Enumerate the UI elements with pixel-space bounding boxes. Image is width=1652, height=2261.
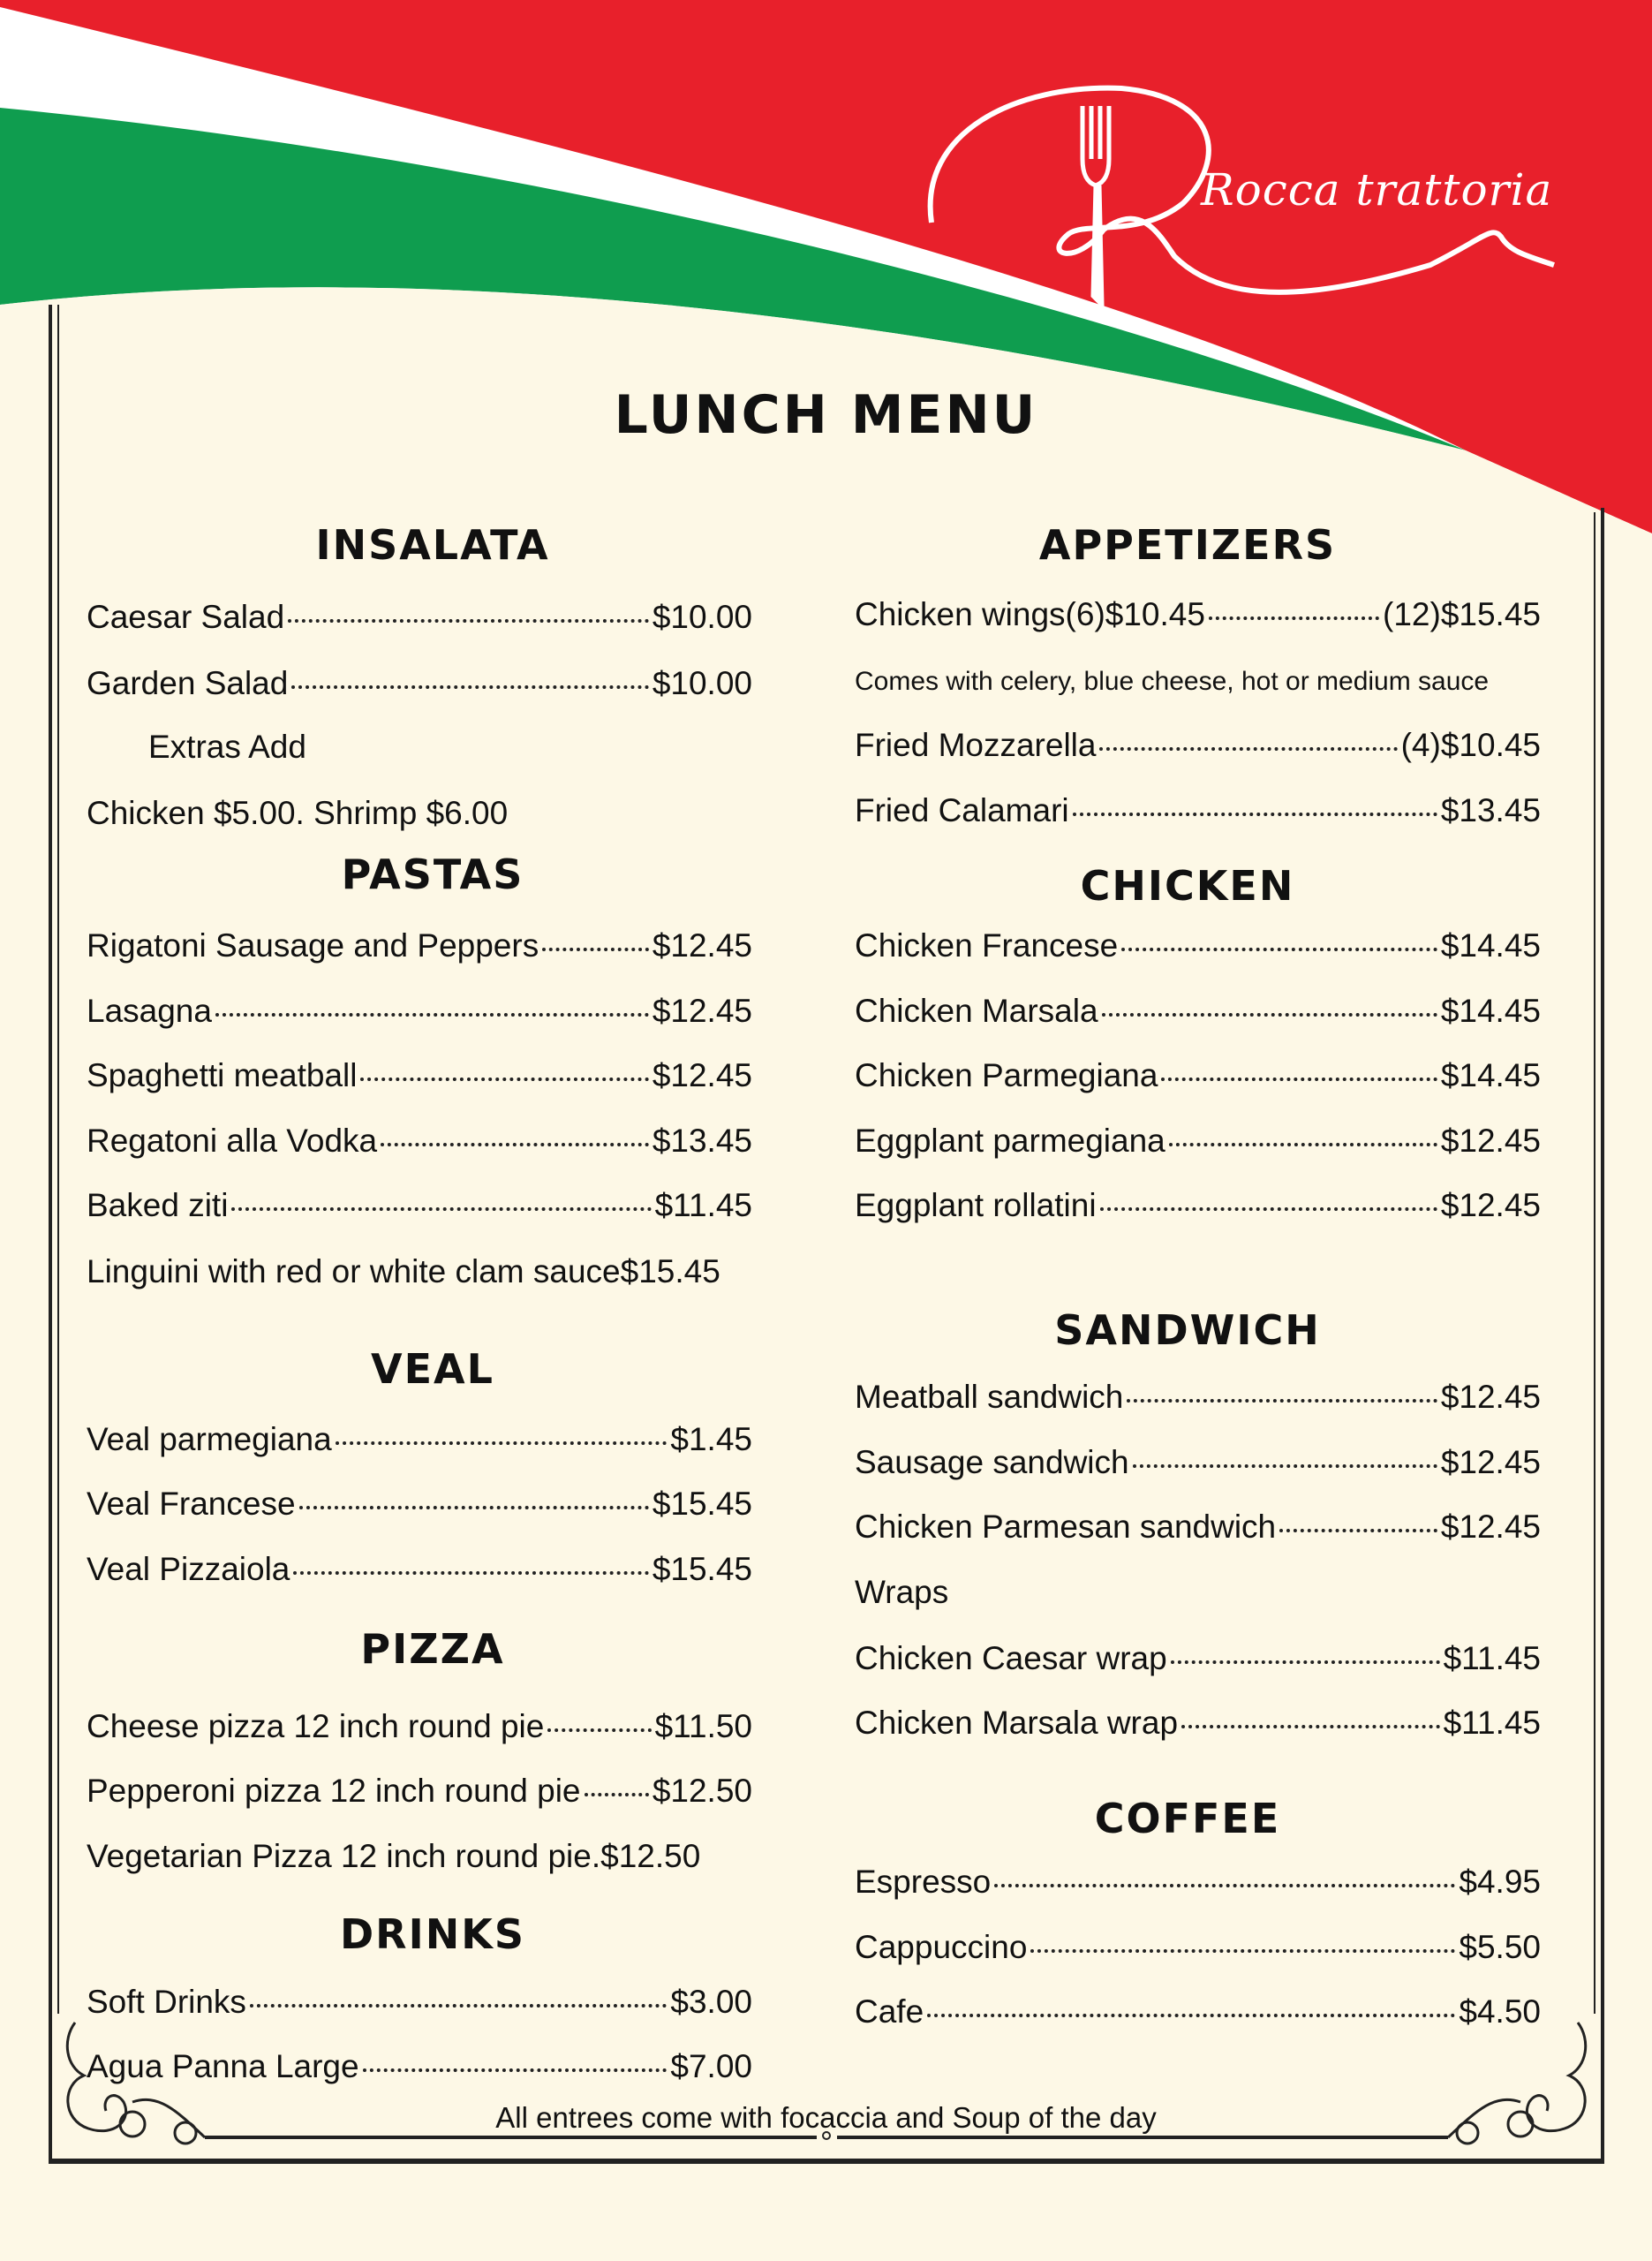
- item-name: Linguini with red or white clam sauce: [87, 1253, 621, 1289]
- item-name: Baked ziti: [87, 1187, 229, 1223]
- menu-item: [87, 1834, 700, 1879]
- item-price: $12.45: [1440, 1509, 1541, 1545]
- item-name: Cheese pizza 12 inch round pie: [87, 1708, 545, 1744]
- dotted-leader: [1121, 948, 1437, 951]
- item-price: $3.00: [670, 1984, 752, 2020]
- item-name: Soft Drinks: [87, 1984, 246, 2020]
- dotted-leader: [1073, 813, 1437, 816]
- item-name: Regatoni alla Vodka: [87, 1123, 378, 1159]
- menu-item: [87, 1418, 752, 1462]
- item-price: $12.45: [1440, 1379, 1541, 1415]
- item-price: (4)$10.45: [1400, 727, 1541, 763]
- dotted-leader: [288, 619, 649, 623]
- menu-item: [855, 1441, 1541, 1485]
- dotted-leader: [299, 1506, 649, 1509]
- menu-item: [87, 989, 752, 1033]
- item-name: Lasagna: [87, 993, 212, 1029]
- menu-item: [87, 1980, 752, 2024]
- item-price: $10.00: [652, 599, 752, 635]
- item-price: $5.50: [1459, 1929, 1541, 1965]
- dotted-leader: [293, 1571, 648, 1575]
- dotted-leader: [585, 1793, 649, 1796]
- menu-item: [855, 1375, 1541, 1419]
- menu-item: [87, 1705, 752, 1749]
- item-price: (12)$15.45: [1383, 596, 1541, 632]
- menu-note: [87, 791, 508, 836]
- section-heading: INSALATA: [315, 521, 550, 569]
- section-heading: PIZZA: [360, 1625, 505, 1673]
- item-name: Meatball sandwich: [855, 1379, 1124, 1415]
- menu-note: [855, 1570, 948, 1614]
- menu-item: [87, 1769, 752, 1813]
- item-name: Vegetarian Pizza 12 inch round pie.: [87, 1838, 601, 1874]
- item-name: Eggplant rollatini: [855, 1187, 1097, 1223]
- item-price: $12.50: [652, 1773, 752, 1809]
- item-name: Cappuccino: [855, 1929, 1028, 1965]
- dotted-leader: [1100, 1207, 1437, 1211]
- section-heading: SANDWICH: [1054, 1306, 1321, 1354]
- item-price: $1.45: [670, 1421, 752, 1457]
- dotted-leader: [215, 1013, 649, 1017]
- menu-item: [87, 1547, 752, 1592]
- item-name: Veal Pizzaiola: [87, 1551, 290, 1587]
- item-price: $12.50: [600, 1838, 701, 1874]
- item-price: $13.45: [652, 1123, 752, 1159]
- menu-item: [855, 1701, 1541, 1745]
- page-title: LUNCH MENU: [614, 384, 1038, 446]
- item-price: $10.00: [652, 665, 752, 701]
- item-price: $12.45: [652, 1057, 752, 1093]
- item-price: $12.45: [652, 927, 752, 964]
- section-heading: VEAL: [371, 1345, 494, 1393]
- menu-item: [87, 595, 752, 639]
- dotted-leader: [1181, 1725, 1440, 1728]
- menu-item: [855, 723, 1541, 768]
- dotted-leader: [927, 2014, 1455, 2017]
- menu-note: [148, 725, 306, 769]
- item-name: Veal Francese: [87, 1486, 296, 1522]
- menu-item: [87, 1119, 752, 1163]
- menu-item: [87, 924, 752, 968]
- dotted-leader: [1209, 616, 1379, 620]
- footer-note: All entrees come with focaccia and Soup of the day: [495, 2101, 1157, 2134]
- section-heading: APPETIZERS: [1038, 521, 1337, 569]
- menu-item: [855, 1925, 1541, 1970]
- item-name: Chicken Parmesan sandwich: [855, 1509, 1277, 1545]
- dotted-leader: [1171, 1660, 1440, 1664]
- menu-item: [855, 789, 1541, 833]
- menu-item: [855, 1183, 1541, 1228]
- menu-note: [855, 660, 1489, 704]
- dotted-leader: [542, 948, 649, 951]
- item-name: Chicken Marsala: [855, 993, 1098, 1029]
- item-name: Chicken Marsala wrap: [855, 1705, 1179, 1741]
- dotted-leader: [1099, 747, 1397, 751]
- dotted-leader: [381, 1143, 649, 1146]
- item-name: Eggplant parmegiana: [855, 1123, 1165, 1159]
- item-name: Agua Panna Large: [87, 2048, 359, 2084]
- item-name: Sausage sandwich: [855, 1444, 1129, 1480]
- item-price: $14.45: [1440, 993, 1541, 1029]
- menu-item: [87, 1054, 752, 1098]
- item-price: $12.45: [1440, 1123, 1541, 1159]
- item-name: Chicken wings(6)$10.45: [855, 596, 1205, 632]
- item-name: Pepperoni pizza 12 inch round pie: [87, 1773, 581, 1809]
- menu-item: [855, 989, 1541, 1033]
- dotted-leader: [1133, 1464, 1437, 1468]
- item-name: Chicken Caesar wrap: [855, 1640, 1167, 1676]
- dotted-leader: [1169, 1143, 1437, 1146]
- item-price: $14.45: [1440, 927, 1541, 964]
- menu-item: [855, 1860, 1541, 1904]
- item-price: $4.50: [1459, 1993, 1541, 2030]
- dotted-leader: [547, 1728, 651, 1732]
- item-price: $12.45: [1440, 1187, 1541, 1223]
- logo-text: Rocca trattoria: [1201, 164, 1553, 216]
- section-heading: PASTAS: [341, 851, 524, 898]
- menu-item: [87, 1250, 720, 1294]
- item-name: Garden Salad: [87, 665, 289, 701]
- dotted-leader: [994, 1884, 1455, 1887]
- item-price: $7.00: [670, 2048, 752, 2084]
- dotted-leader: [1102, 1013, 1437, 1017]
- dotted-leader: [231, 1207, 651, 1211]
- menu-item: [87, 1482, 752, 1526]
- dotted-leader: [1279, 1529, 1437, 1532]
- menu-item: [855, 1119, 1541, 1163]
- menu-item: [87, 2045, 752, 2089]
- item-price: $4.95: [1459, 1864, 1541, 1900]
- menu-item: [855, 1637, 1541, 1681]
- menu-item: [855, 1505, 1541, 1549]
- dotted-leader: [363, 2068, 668, 2072]
- menu-item: [87, 1183, 752, 1228]
- dotted-leader: [360, 1078, 648, 1081]
- item-name: Chicken Parmegiana: [855, 1057, 1158, 1093]
- item-name: Caesar Salad: [87, 599, 285, 635]
- section-heading: COFFEE: [1094, 1795, 1281, 1842]
- item-name: Chicken $5.00. Shrimp $6.00: [87, 795, 509, 831]
- item-price: $13.45: [1440, 792, 1541, 828]
- item-price: $15.45: [620, 1253, 720, 1289]
- item-price: $12.45: [652, 993, 752, 1029]
- item-price: $11.50: [654, 1708, 752, 1744]
- dotted-leader: [291, 685, 649, 689]
- item-price: $11.45: [654, 1187, 752, 1223]
- item-name: Extras Add: [148, 729, 306, 765]
- item-price: $15.45: [652, 1486, 752, 1522]
- item-name: Chicken Francese: [855, 927, 1119, 964]
- item-name: Spaghetti meatball: [87, 1057, 358, 1093]
- item-name: Wraps: [855, 1574, 949, 1610]
- item-name: Espresso: [855, 1864, 992, 1900]
- section-heading: DRINKS: [340, 1910, 525, 1958]
- dotted-leader: [336, 1441, 668, 1445]
- item-price: $11.45: [1443, 1640, 1541, 1676]
- item-name: Fried Calamari: [855, 792, 1069, 828]
- dotted-leader: [1161, 1078, 1437, 1081]
- dotted-leader: [1127, 1399, 1437, 1403]
- item-name: Veal parmegiana: [87, 1421, 332, 1457]
- item-name: Rigatoni Sausage and Peppers: [87, 927, 539, 964]
- menu-item: [855, 1054, 1541, 1098]
- item-name: Fried Mozzarella: [855, 727, 1097, 763]
- item-name: Comes with celery, blue cheese, hot or medium sauce: [855, 667, 1490, 696]
- item-price: $11.45: [1443, 1705, 1541, 1741]
- menu-item: [87, 662, 752, 706]
- dotted-leader: [1030, 1949, 1455, 1953]
- section-heading: CHICKEN: [1080, 862, 1295, 910]
- menu-item: [855, 593, 1541, 637]
- item-price: $14.45: [1440, 1057, 1541, 1093]
- menu-item: [855, 1990, 1541, 2034]
- item-price: $15.45: [652, 1551, 752, 1587]
- dotted-leader: [250, 2004, 667, 2008]
- menu-item: [855, 924, 1541, 968]
- item-name: Cafe: [855, 1993, 924, 2030]
- item-price: $12.45: [1440, 1444, 1541, 1480]
